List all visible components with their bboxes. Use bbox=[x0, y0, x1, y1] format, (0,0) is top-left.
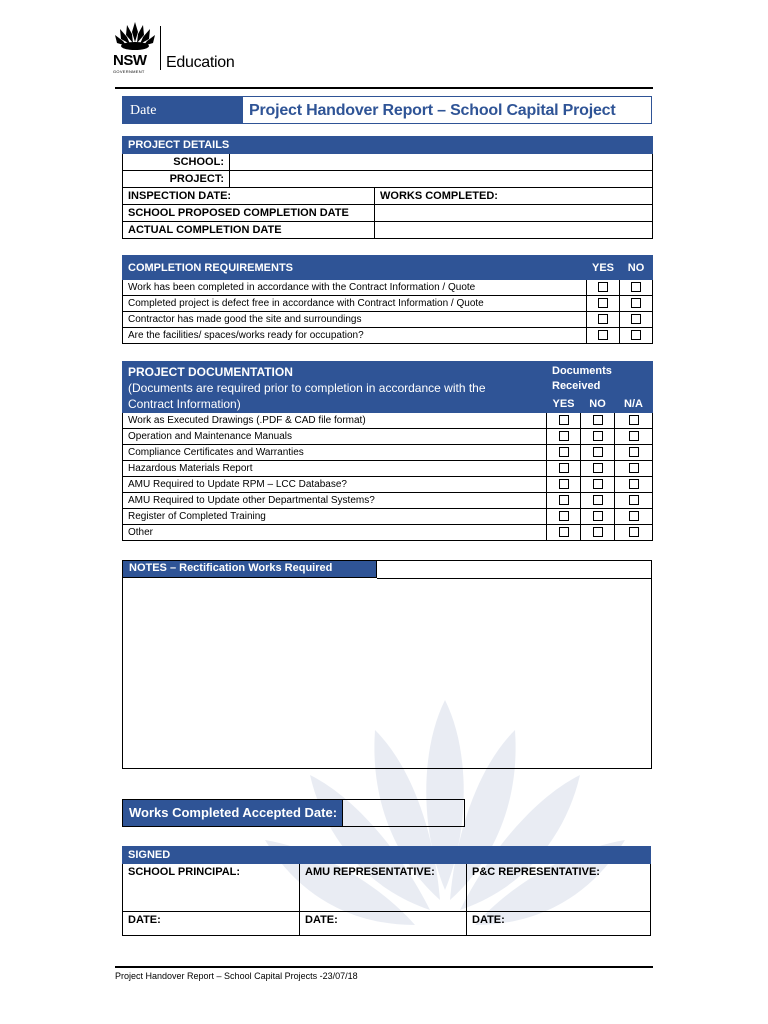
completion-header: COMPLETION REQUIREMENTS bbox=[123, 256, 587, 280]
no-checkbox[interactable] bbox=[631, 330, 641, 340]
no-checkbox[interactable] bbox=[631, 298, 641, 308]
header-rule bbox=[115, 87, 653, 89]
notes-box[interactable] bbox=[122, 560, 652, 769]
na-checkbox[interactable] bbox=[629, 447, 639, 457]
pc-date-field[interactable]: DATE: bbox=[467, 912, 651, 936]
documentation-row-1: Work as Executed Drawings (.PDF & CAD file format) bbox=[123, 413, 547, 429]
documentation-row-2: Operation and Maintenance Manuals bbox=[123, 429, 547, 445]
documentation-row-7: Register of Completed Training bbox=[123, 509, 547, 525]
proposed-completion-field[interactable] bbox=[375, 205, 653, 222]
project-details-table bbox=[122, 136, 653, 239]
accepted-date-box bbox=[122, 799, 465, 827]
accepted-date-field[interactable] bbox=[343, 800, 464, 826]
proposed-completion-label: SCHOOL PROPOSED COMPLETION DATE bbox=[123, 205, 375, 222]
no-checkbox[interactable] bbox=[593, 447, 603, 457]
project-details-header: PROJECT DETAILS bbox=[123, 137, 653, 154]
doc-no-header: NO bbox=[581, 396, 615, 413]
documentation-header: PROJECT DOCUMENTATION bbox=[128, 365, 293, 379]
yes-checkbox[interactable] bbox=[598, 282, 608, 292]
completion-yes-header: YES bbox=[587, 256, 620, 280]
na-checkbox[interactable] bbox=[629, 495, 639, 505]
yes-checkbox[interactable] bbox=[559, 527, 569, 537]
logo-nsw-text: NSW bbox=[113, 52, 147, 69]
na-checkbox[interactable] bbox=[629, 463, 639, 473]
no-checkbox[interactable] bbox=[593, 527, 603, 537]
logo-divider bbox=[160, 26, 161, 70]
no-checkbox[interactable] bbox=[631, 314, 641, 324]
na-checkbox[interactable] bbox=[629, 431, 639, 441]
project-documentation-table bbox=[122, 361, 653, 541]
pc-representative-field[interactable]: P&C REPRESENTATIVE: bbox=[467, 864, 651, 912]
project-field[interactable] bbox=[230, 171, 653, 188]
yes-checkbox[interactable] bbox=[559, 479, 569, 489]
notes-header: NOTES – Rectification Works Required bbox=[123, 561, 377, 578]
na-checkbox[interactable] bbox=[629, 415, 639, 425]
completion-row-1: Work has been completed in accordance with the Contract Information / Quote bbox=[123, 280, 587, 296]
waratah-icon bbox=[113, 20, 157, 52]
na-checkbox[interactable] bbox=[629, 511, 639, 521]
completion-row-3: Contractor has made good the site and surroundings bbox=[123, 312, 587, 328]
documentation-row-3: Compliance Certificates and Warranties bbox=[123, 445, 547, 461]
documents-received-line2: Received bbox=[552, 380, 601, 392]
actual-completion-field[interactable] bbox=[375, 222, 653, 239]
no-checkbox[interactable] bbox=[593, 463, 603, 473]
footer-text: Project Handover Report – School Capital Projects -23/07/18 bbox=[115, 971, 358, 981]
yes-checkbox[interactable] bbox=[559, 447, 569, 457]
works-completed-label[interactable]: WORKS COMPLETED: bbox=[375, 188, 653, 205]
inspection-date-label: INSPECTION DATE: bbox=[123, 188, 375, 205]
doc-na-header: N/A bbox=[615, 396, 653, 413]
documentation-row-5: AMU Required to Update RPM – LCC Database? bbox=[123, 477, 547, 493]
yes-checkbox[interactable] bbox=[559, 431, 569, 441]
no-checkbox[interactable] bbox=[593, 479, 603, 489]
yes-checkbox[interactable] bbox=[598, 298, 608, 308]
school-principal-field[interactable]: SCHOOL PRINCIPAL: bbox=[123, 864, 300, 912]
title-bar bbox=[122, 96, 652, 124]
no-checkbox[interactable] bbox=[593, 495, 603, 505]
signed-table bbox=[122, 846, 651, 936]
documentation-row-8: Other bbox=[123, 525, 547, 541]
yes-checkbox[interactable] bbox=[559, 415, 569, 425]
accepted-date-label: Works Completed Accepted Date: bbox=[123, 800, 343, 826]
principal-date-field[interactable]: DATE: bbox=[123, 912, 300, 936]
documentation-subheader-1: (Documents are required prior to completion in accordance with the bbox=[128, 381, 486, 395]
no-checkbox[interactable] bbox=[631, 282, 641, 292]
logo-government-text: GOVERNMENT bbox=[113, 69, 145, 74]
completion-row-4: Are the facilities/ spaces/works ready for occupation? bbox=[123, 328, 587, 344]
yes-checkbox[interactable] bbox=[559, 495, 569, 505]
documents-received-line1: Documents bbox=[552, 365, 612, 377]
documentation-subheader-2: Contract Information) bbox=[128, 397, 241, 411]
amu-date-field[interactable]: DATE: bbox=[300, 912, 467, 936]
documentation-row-6: AMU Required to Update other Departmental Systems? bbox=[123, 493, 547, 509]
completion-no-header: NO bbox=[620, 256, 653, 280]
na-checkbox[interactable] bbox=[629, 479, 639, 489]
actual-completion-label: ACTUAL COMPLETION DATE bbox=[123, 222, 375, 239]
yes-checkbox[interactable] bbox=[598, 314, 608, 324]
school-field[interactable] bbox=[230, 154, 653, 171]
signed-header: SIGNED bbox=[123, 847, 651, 864]
na-checkbox[interactable] bbox=[629, 527, 639, 537]
page-title: Project Handover Report – School Capital Project bbox=[249, 102, 616, 119]
project-label: PROJECT: bbox=[123, 171, 230, 188]
date-label[interactable]: Date bbox=[123, 97, 243, 123]
yes-checkbox[interactable] bbox=[559, 463, 569, 473]
nsw-education-logo bbox=[113, 20, 253, 72]
completion-requirements-table bbox=[122, 255, 653, 344]
doc-yes-header: YES bbox=[547, 396, 581, 413]
school-label: SCHOOL: bbox=[123, 154, 230, 171]
no-checkbox[interactable] bbox=[593, 431, 603, 441]
logo-education-text: Education bbox=[166, 54, 235, 71]
yes-checkbox[interactable] bbox=[598, 330, 608, 340]
completion-row-2: Completed project is defect free in accordance with Contract Information / Quote bbox=[123, 296, 587, 312]
amu-representative-field[interactable]: AMU REPRESENTATIVE: bbox=[300, 864, 467, 912]
footer-rule bbox=[115, 966, 653, 968]
yes-checkbox[interactable] bbox=[559, 511, 569, 521]
no-checkbox[interactable] bbox=[593, 415, 603, 425]
no-checkbox[interactable] bbox=[593, 511, 603, 521]
documentation-row-4: Hazardous Materials Report bbox=[123, 461, 547, 477]
